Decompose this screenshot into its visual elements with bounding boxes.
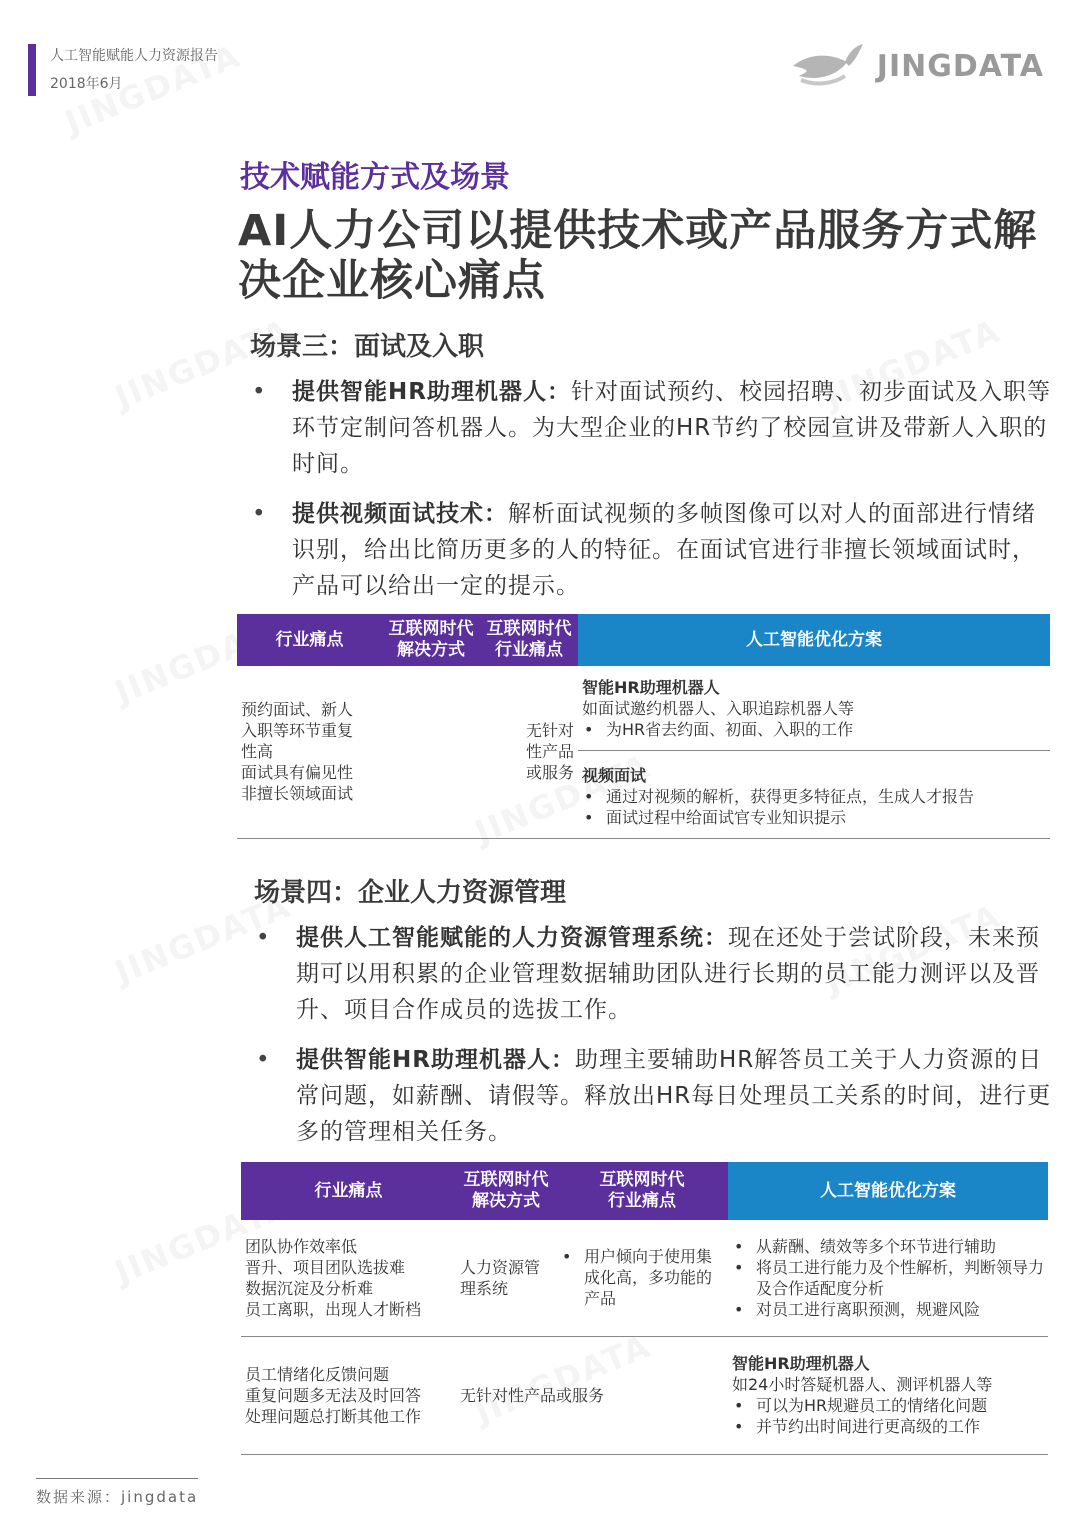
ai-solution-list bbox=[732, 1395, 1044, 1437]
bullet-bold: 提供人工智能赋能的人力资源管理系统： bbox=[296, 925, 728, 951]
bullet-bold: 提供智能HR助理机器人： bbox=[296, 1047, 575, 1073]
jingdata-logo bbox=[789, 40, 1044, 92]
ai-solution-cell-2 bbox=[728, 1336, 1048, 1454]
report-title: 人工智能赋能人力资源报告 bbox=[50, 48, 218, 64]
report-date: 2018年6月 bbox=[50, 76, 123, 92]
col-header-internet-pain: 互联网时代 行业痛点 bbox=[556, 1162, 728, 1220]
internet-pain-list bbox=[560, 1246, 724, 1309]
internet-solution-cell: 无针对性产品或服务 bbox=[456, 1336, 728, 1454]
col-header-internet-solution: 互联网时代 解决方式 bbox=[382, 614, 480, 666]
page-title: AI人力公司以提供技术或产品服务方式解决企业核心痛点 bbox=[238, 206, 1038, 306]
ai-solution-item: • 为HR省去约面、初面、入职的工作 bbox=[582, 719, 1046, 740]
ai-solution-item: • 并节约出时间进行更高级的工作 bbox=[732, 1416, 1044, 1437]
ai-solution-item: • 面试过程中给面试官专业知识提示 bbox=[582, 807, 1046, 828]
internet-solution-cell: 人力资源管 理系统 bbox=[456, 1220, 556, 1336]
ai-solution-title: 智能HR助理机器人 bbox=[582, 677, 720, 697]
data-source: 数据来源：jingdata bbox=[36, 1488, 199, 1506]
col-header-internet-pain: 互联网时代 行业痛点 bbox=[480, 614, 578, 666]
logo-text: JINGDATA bbox=[876, 48, 1044, 84]
bullet-item bbox=[244, 374, 1054, 482]
ai-solution-desc: 如面试邀约机器人、入职追踪机器人等 bbox=[582, 698, 855, 718]
internet-pain-cell bbox=[556, 1220, 728, 1336]
header-accent-bar bbox=[28, 44, 36, 96]
scene3-bullets bbox=[244, 374, 1054, 618]
ai-solution-desc: 如24小时答疑机器人、测评机器人等 bbox=[732, 1375, 993, 1394]
ai-solution-item: • 从薪酬、绩效等多个环节进行辅助 bbox=[732, 1236, 1044, 1257]
bullet-item bbox=[244, 496, 1054, 604]
ai-solution-item: • 将员工进行能力及个性解析，判断领导力及合作适配度分析 bbox=[732, 1257, 1044, 1299]
internet-solution-cell: 无针对性产品或服务 bbox=[382, 666, 578, 838]
col-header-ai-solution: 人工智能优化方案 bbox=[578, 614, 1050, 666]
section-subtitle: 技术赋能方式及场景 bbox=[240, 160, 510, 195]
ai-solution-title: 视频面试 bbox=[582, 765, 647, 785]
ai-solution-list bbox=[582, 719, 1046, 740]
col-header-ai-solution: 人工智能优化方案 bbox=[728, 1162, 1048, 1220]
ai-solution-list bbox=[732, 1236, 1044, 1320]
col-header-pain: 行业痛点 bbox=[241, 1162, 456, 1220]
scene4-heading: 场景四：企业人力资源管理 bbox=[254, 878, 567, 908]
ai-solution-item: • 可以为HR规避员工的情绪化问题 bbox=[732, 1395, 1044, 1416]
bullet-text: 现在还处于尝试阶段，未来预期可以用积累的企业管理数据辅助团队进行长期的员工能力测评以及晋升、项目合作成员的选拔工作。 bbox=[296, 925, 1040, 1023]
bullet-item bbox=[248, 1042, 1063, 1150]
scene3-table bbox=[237, 614, 1050, 839]
whale-logo-icon bbox=[789, 40, 867, 92]
footer-divider bbox=[36, 1478, 198, 1479]
bullet-text: 助理主要辅助HR解答员工关于人力资源的日常问题，如薪酬、请假等。释放出HR每日处理员工关系的时间，进行更多的管理相关任务。 bbox=[296, 1047, 1052, 1145]
scene4-table bbox=[241, 1162, 1048, 1455]
pain-cell: 员工情绪化反馈问题 重复问题多无法及时回答 处理问题总打断其他工作 bbox=[241, 1336, 456, 1454]
col-header-pain: 行业痛点 bbox=[237, 614, 382, 666]
bullet-text: 针对面试预约、校园招聘、初步面试及入职等环节定制问答机器人。为大型企业的HR节约了校园宣讲及带新人入职的时间。 bbox=[292, 379, 1051, 477]
ai-solution-cell-2 bbox=[578, 750, 1050, 838]
pain-cell: 团队协作效率低 晋升、项目团队选拔难 数据沉淀及分析难 员工离职，出现人才断档 bbox=[241, 1220, 456, 1336]
ai-solution-cell-1 bbox=[578, 666, 1050, 750]
internet-pain-item: • 用户倾向于使用集成化高，多功能的产品 bbox=[560, 1246, 724, 1309]
scene3-heading: 场景三：面试及入职 bbox=[250, 332, 485, 362]
pain-cell: 预约面试、新人 入职等环节重复 性高 面试具有偏见性 非擅长领域面试 bbox=[237, 666, 382, 838]
bullet-bold: 提供智能HR助理机器人： bbox=[292, 379, 571, 405]
ai-solution-item: • 通过对视频的解析，获得更多特征点，生成人才报告 bbox=[582, 786, 1046, 807]
ai-solution-list bbox=[582, 786, 1046, 828]
bullet-text: 解析面试视频的多帧图像可以对人的面部进行情绪识别，给出比简历更多的人的特征。在面试官进行非擅长领域面试时，产品可以给出一定的提示。 bbox=[292, 501, 1036, 599]
bullet-bold: 提供视频面试技术： bbox=[292, 501, 508, 527]
col-header-internet-solution: 互联网时代 解决方式 bbox=[456, 1162, 556, 1220]
ai-solution-cell-1 bbox=[728, 1220, 1048, 1336]
ai-solution-item: • 对员工进行离职预测，规避风险 bbox=[732, 1299, 1044, 1320]
ai-solution-title: 智能HR助理机器人 bbox=[732, 1354, 870, 1373]
bullet-item bbox=[248, 920, 1063, 1028]
scene4-bullets bbox=[248, 920, 1063, 1164]
